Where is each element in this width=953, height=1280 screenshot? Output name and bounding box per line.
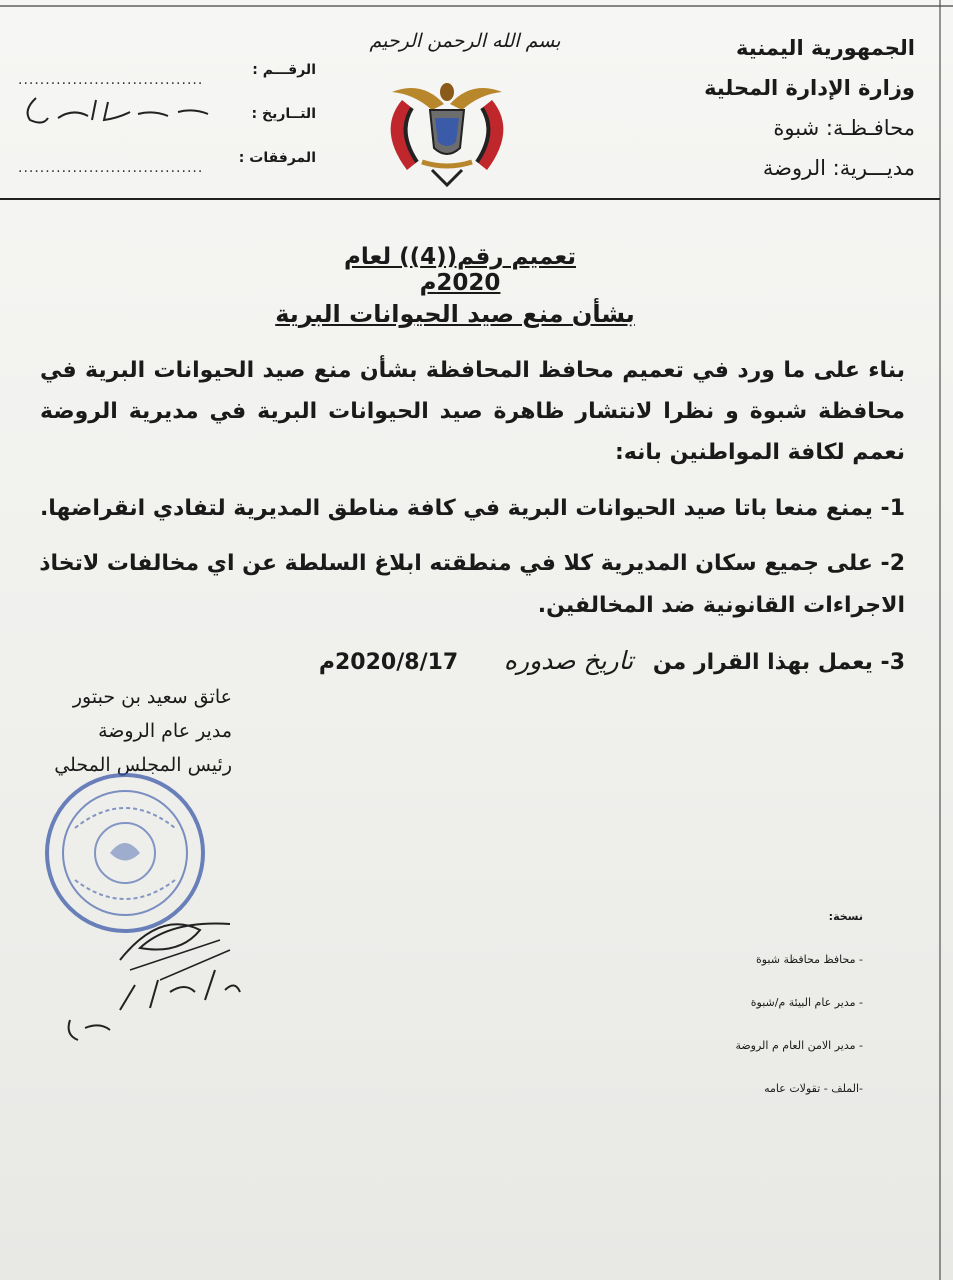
- intro-paragraph: بناء على ما ورد في تعميم محافظ المحافظة بشأن منع صيد الحيوانات البرية في محافظة شبوة و نظرا لانتشار ظاهرة صيد الحيوانات البرية في مديرية الروضة نعمم لكافة المواطنين بانه:: [40, 358, 905, 465]
- handwritten-date-scribble: [18, 90, 228, 130]
- signatory-name: عاتق سعيد بن حبتور: [72, 686, 232, 708]
- ministry-name: وزارة الإدارة المحلية: [704, 76, 915, 100]
- number-label: الرقـــم :: [252, 62, 316, 78]
- circular-subject: بشأن منع صيد الحيوانات البرية: [275, 300, 635, 328]
- governorate-line: محافـظـة: شبوة: [773, 116, 915, 140]
- clause-3-text: 3- يعمل بهذا القرار من: [652, 650, 905, 675]
- copies-heading: نسخة:: [828, 910, 863, 923]
- header-divider: [0, 198, 940, 200]
- copy-item: -الملف - تقولات عامه: [764, 1082, 863, 1095]
- country-name: الجمهورية اليمنية: [736, 36, 915, 60]
- clause-2: 2- على جميع سكان المديرية كلا في منطقته ابلاغ السلطة عن اي مخالفات لاتخاذ: [39, 551, 905, 576]
- circular-number-title: تعميم رقم((4)) لعام 2020م: [343, 244, 576, 296]
- basmala: بسم الله الرحمن الرحيم: [369, 30, 561, 52]
- date-label: التــاريخ :: [251, 106, 316, 122]
- signatory-role: رئيس المجلس المحلي: [54, 754, 232, 776]
- clause-2-continued: الاجراءات القانونية ضد المخالفين.: [537, 593, 905, 618]
- copy-item: - محافظ محافظة شبوة: [755, 953, 863, 966]
- right-border: [939, 0, 941, 1280]
- district-line: مديـــرية: الروضة: [762, 156, 915, 180]
- clause-3: [90, 640, 905, 684]
- attachments-field: ..................................: [18, 160, 204, 176]
- clause-3-handwritten: تاريخ صدوره: [503, 646, 634, 675]
- top-border: [0, 5, 953, 7]
- clause-3-date: 2020/8/17م: [318, 650, 459, 675]
- copy-item: - مدير الامن العام م الروضة: [735, 1039, 863, 1052]
- attachments-label: المرفقات :: [238, 150, 316, 166]
- clause-1: 1- يمنع منعا باتا صيد الحيوانات البرية في كافة مناطق المديرية لتفادي انقراضها.: [39, 496, 905, 521]
- copies-list: [623, 895, 863, 1110]
- letterhead-authority: [655, 28, 915, 188]
- copy-item: - مدير عام البيئة م/شبوة: [750, 996, 863, 1009]
- handwritten-signature: [60, 900, 260, 1050]
- signatory-title: مدير عام الروضة: [98, 720, 232, 742]
- number-field: ..................................: [18, 72, 204, 88]
- signature-block: [12, 680, 232, 782]
- yemen-emblem-icon: [372, 70, 522, 190]
